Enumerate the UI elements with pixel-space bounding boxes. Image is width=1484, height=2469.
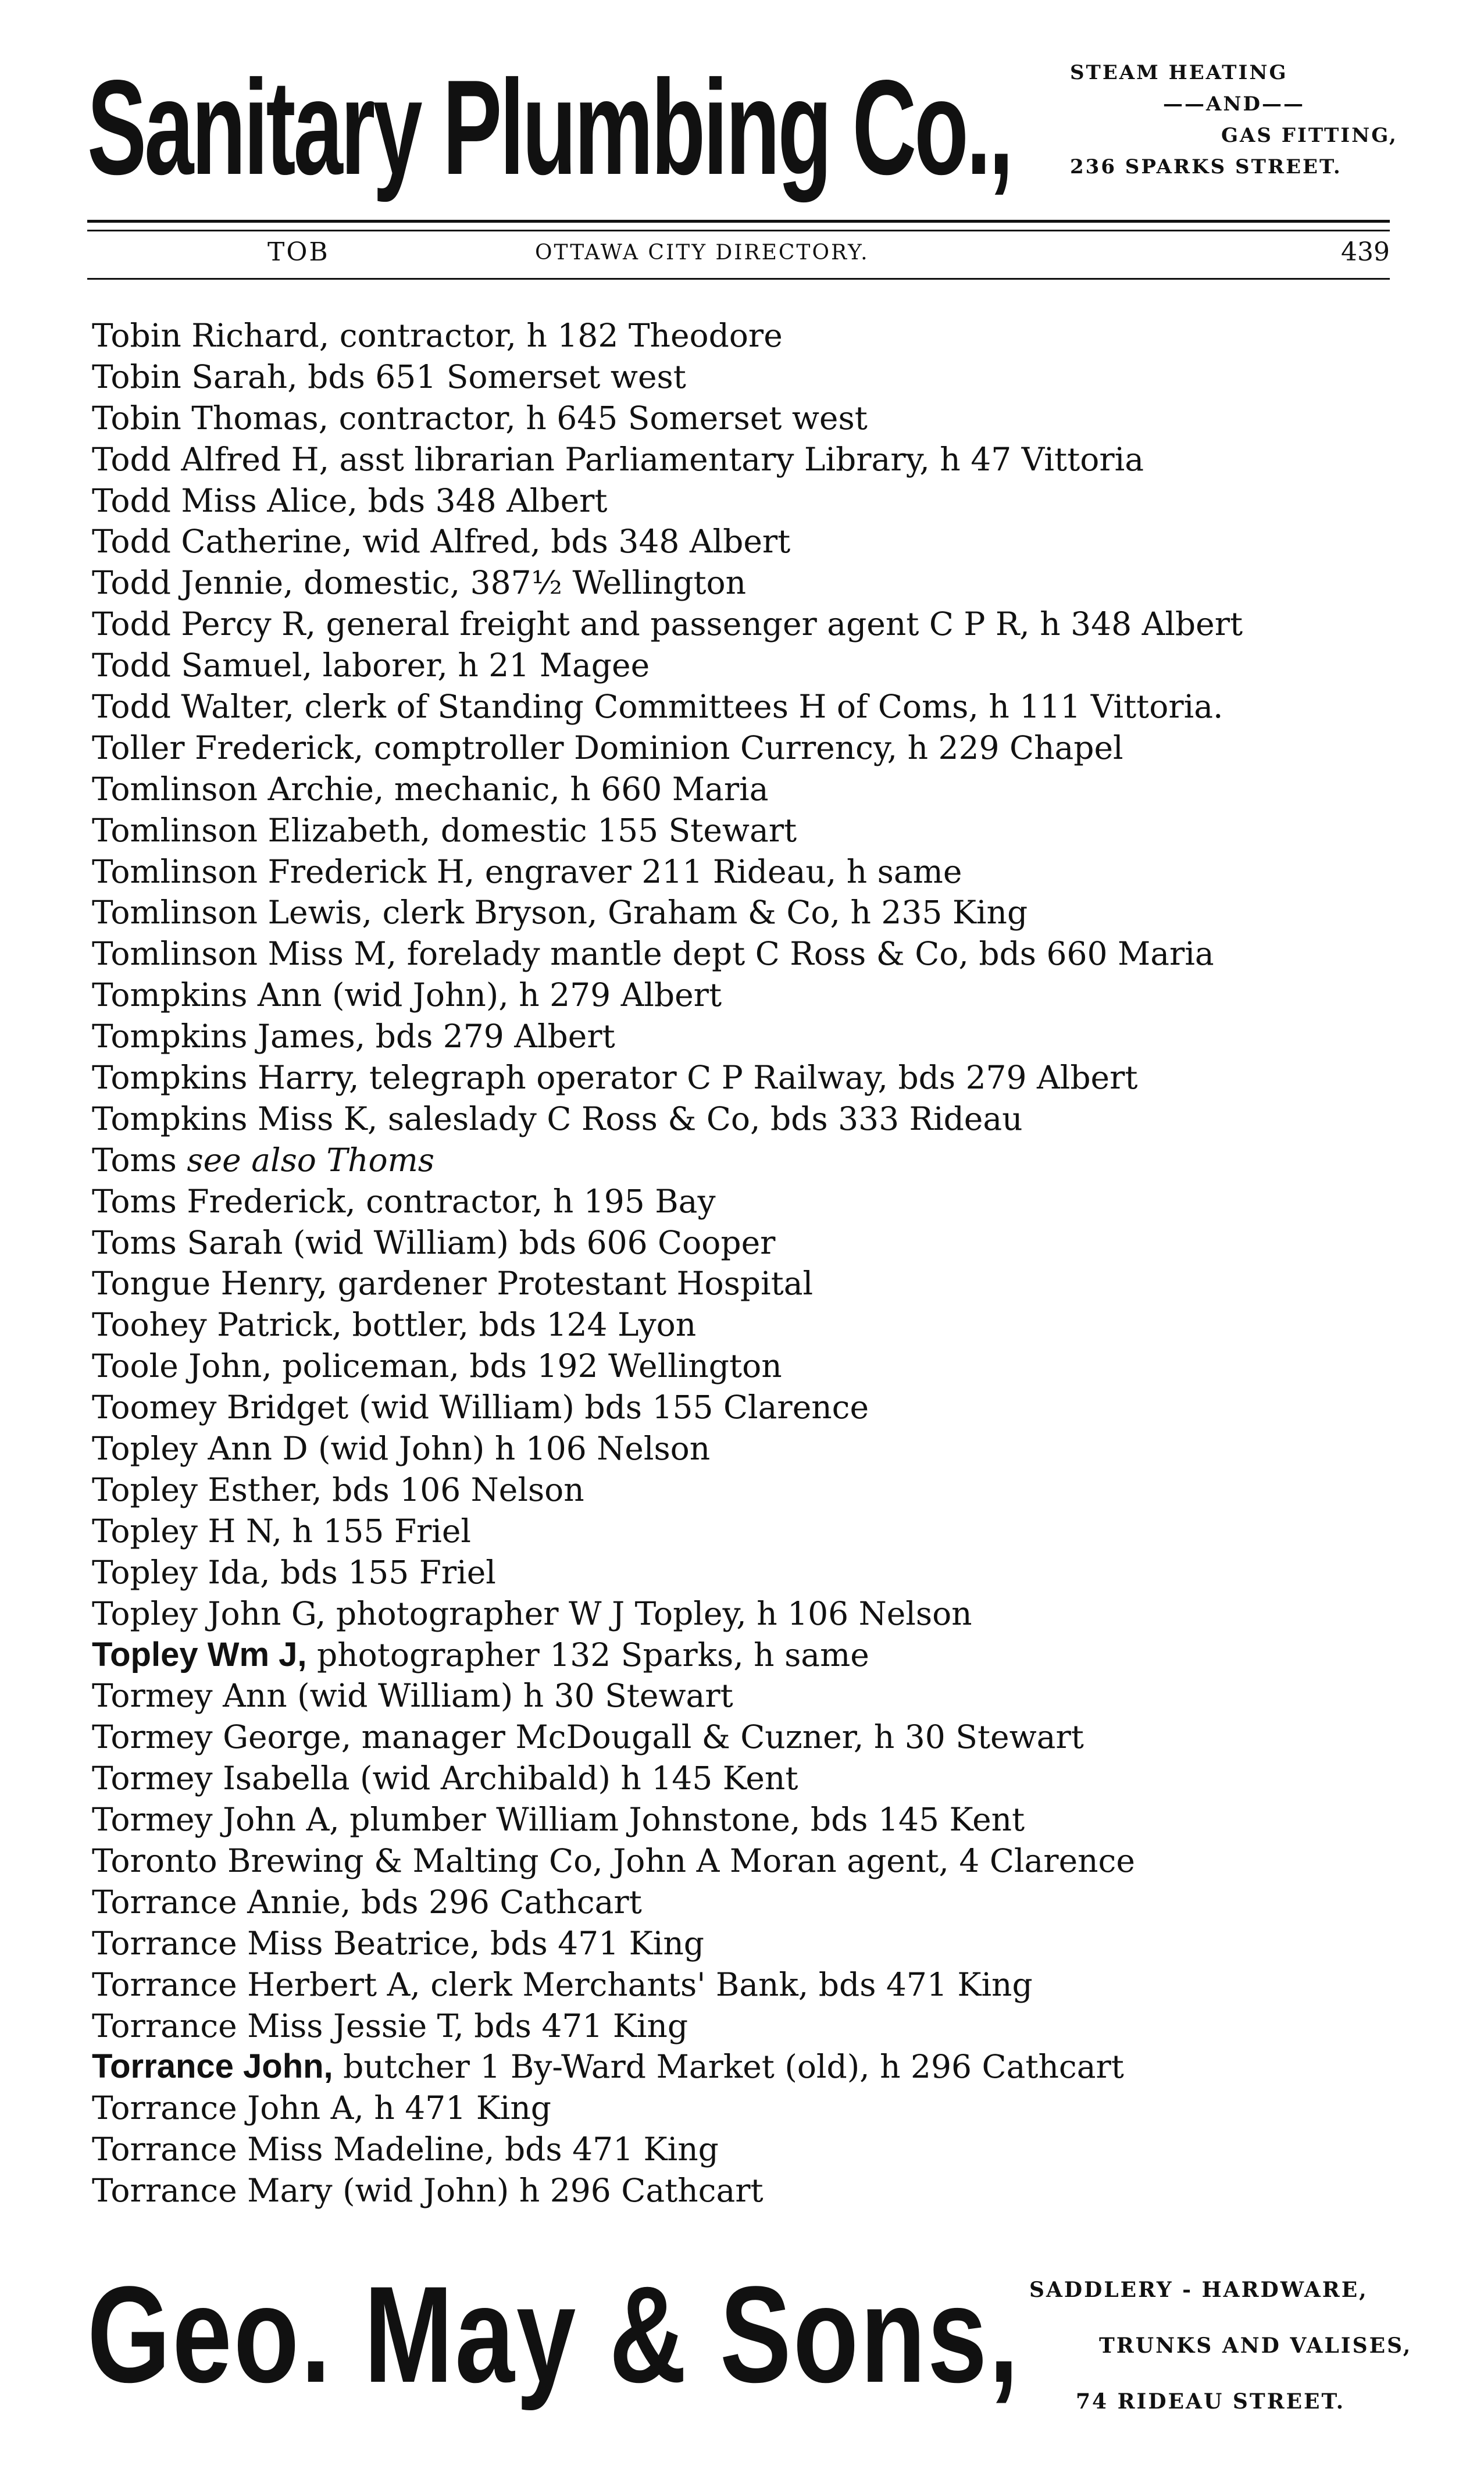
directory-entry: Tomlinson Lewis, clerk Bryson, Graham & Co, h 235 King: [92, 894, 1028, 932]
directory-entry: Tobin Richard, contractor, h 182 Theodore: [92, 317, 783, 354]
ad-bottom-line-3: 74 RIDEAU STREET.: [1076, 2389, 1346, 2414]
ad-bottom-line-1: SADDLERY - HARDWARE,: [1029, 2278, 1368, 2302]
directory-entry: Toms Sarah (wid William) bds 606 Cooper: [92, 1223, 776, 1261]
directory-entry: [92, 1140, 1406, 1181]
directory-entry: Torrance Miss Madeline, bds 471 King: [92, 2131, 719, 2168]
directory-entry: Tompkins James, bds 279 Albert: [92, 1018, 615, 1055]
directory-entry: Torrance Herbert A, clerk Merchants' Bank, bds 471 King: [92, 1965, 1033, 2003]
directory-entry: Todd Samuel, laborer, h 21 Magee: [92, 647, 650, 684]
directory-entry: Tompkins Harry, telegraph operator C P Railway, bds 279 Albert: [92, 1059, 1138, 1097]
directory-entry: Torrance Miss Beatrice, bds 471 King: [92, 1924, 704, 1962]
ad-bottom-line-2: TRUNKS AND VALISES,: [1099, 2334, 1412, 2358]
page-number: 439: [1341, 237, 1390, 267]
directory-entry: Toole John, policeman, bds 192 Wellington: [92, 1347, 782, 1385]
entry-details: butcher 1 By-Ward Market (old), h 296 Cathcart: [333, 2048, 1124, 2086]
directory-entry: Toomey Bridget (wid William) bds 155 Clarence: [92, 1389, 869, 1426]
directory-entry: Tormey Ann (wid William) h 30 Stewart: [92, 1677, 733, 1715]
directory-entry: Todd Miss Alice, bds 348 Albert: [92, 481, 608, 519]
directory-entry: Tormey Isabella (wid Archibald) h 145 Kent: [92, 1760, 798, 1797]
header-rule-bottom: [87, 278, 1390, 280]
directory-entry: Todd Alfred H, asst librarian Parliamentary Library, h 47 Vittoria: [92, 440, 1144, 478]
directory-entry: Torrance Mary (wid John) h 296 Cathcart: [92, 2172, 764, 2210]
directory-entry: Tormey John A, plumber William Johnstone, bds 145 Kent: [92, 1801, 1025, 1839]
directory-entry: Toller Frederick, comptroller Dominion Currency, h 229 Chapel: [92, 729, 1123, 766]
directory-entry: Topley Ida, bds 155 Friel: [92, 1553, 496, 1591]
header-title: OTTAWA CITY DIRECTORY.: [535, 241, 869, 265]
directory-entry: Topley H N, h 155 Friel: [92, 1512, 471, 1550]
directory-entry: Tompkins Miss K, saleslady C Ross & Co, bds 333 Rideau: [92, 1100, 1023, 1137]
directory-entry: Tompkins Ann (wid John), h 279 Albert: [92, 976, 722, 1014]
header-rule-top: [87, 220, 1390, 223]
bottom-advertisement: [87, 2250, 1412, 2425]
header-section-key: TOB: [267, 237, 330, 267]
directory-entry: Topley Esther, bds 106 Nelson: [92, 1471, 584, 1508]
directory-entry: Todd Percy R, general freight and passenger agent C P R, h 348 Albert: [92, 605, 1243, 643]
directory-entry: [92, 2046, 1406, 2088]
directory-entry: Tongue Henry, gardener Protestant Hospital: [92, 1265, 814, 1303]
top-advertisement: [87, 41, 1396, 215]
directory-entry: Tomlinson Miss M, forelady mantle dept C Ross & Co, bds 660 Maria: [92, 935, 1214, 973]
directory-entry: Tomlinson Elizabeth, domestic 155 Stewart: [92, 811, 797, 849]
ad-top-line-3: GAS FITTING,: [1221, 124, 1398, 147]
ad-bottom-details: [1029, 2262, 1412, 2429]
directory-entry: [92, 1635, 1406, 1676]
entry-bold-name: Topley Wm J,: [92, 1635, 307, 1674]
entry-details: photographer 132 Sparks, h same: [306, 1636, 869, 1674]
directory-entry: Tomlinson Frederick H, engraver 211 Rideau, h same: [92, 852, 962, 890]
directory-entry: Tobin Sarah, bds 651 Somerset west: [92, 358, 686, 395]
entry-cross-reference: see also Thoms: [187, 1141, 434, 1179]
directory-entry: Tormey George, manager McDougall & Cuzner, h 30 Stewart: [92, 1718, 1084, 1756]
entry-name: Toms: [92, 1141, 177, 1179]
directory-entry: Toms Frederick, contractor, h 195 Bay: [92, 1182, 716, 1220]
ad-bottom-brand: Geo. May & Sons,: [87, 2258, 1021, 2411]
directory-entry: Tomlinson Archie, mechanic, h 660 Maria: [92, 770, 769, 808]
ad-top-line-2: ——AND——: [1163, 92, 1305, 116]
directory-entry: Toronto Brewing & Malting Co, John A Moran agent, 4 Clarence: [92, 1842, 1135, 1879]
directory-entry: Todd Walter, clerk of Standing Committees H of Coms, h 111 Vittoria.: [92, 688, 1223, 726]
directory-entry: Toohey Patrick, bottler, bds 124 Lyon: [92, 1306, 697, 1344]
directory-entry: Torrance John A, h 471 King: [92, 2089, 552, 2127]
directory-entry: Torrance Annie, bds 296 Cathcart: [92, 1883, 642, 1921]
ad-top-brand: Sanitary Plumbing Co.,: [87, 52, 1011, 203]
directory-entry: Tobin Thomas, contractor, h 645 Somerset west: [92, 399, 868, 437]
ad-top-line-4: 236 SPARKS STREET.: [1070, 155, 1342, 179]
directory-entry: Topley John G, photographer W J Topley, h 106 Nelson: [92, 1594, 972, 1632]
ad-top-line-1: STEAM HEATING: [1070, 61, 1288, 84]
directory-entries: [92, 315, 1406, 2211]
header-rule-top-thin: [87, 230, 1390, 231]
ad-top-details: [1070, 57, 1396, 183]
entry-bold-name: Torrance John,: [92, 2047, 333, 2086]
directory-entry: Topley Ann D (wid John) h 106 Nelson: [92, 1430, 711, 1468]
directory-entry: Torrance Miss Jessie T, bds 471 King: [92, 2007, 689, 2045]
directory-entry: Todd Catherine, wid Alfred, bds 348 Albert: [92, 523, 791, 561]
directory-entry: Todd Jennie, domestic, 387½ Wellington: [92, 564, 747, 602]
running-header: [87, 233, 1390, 277]
